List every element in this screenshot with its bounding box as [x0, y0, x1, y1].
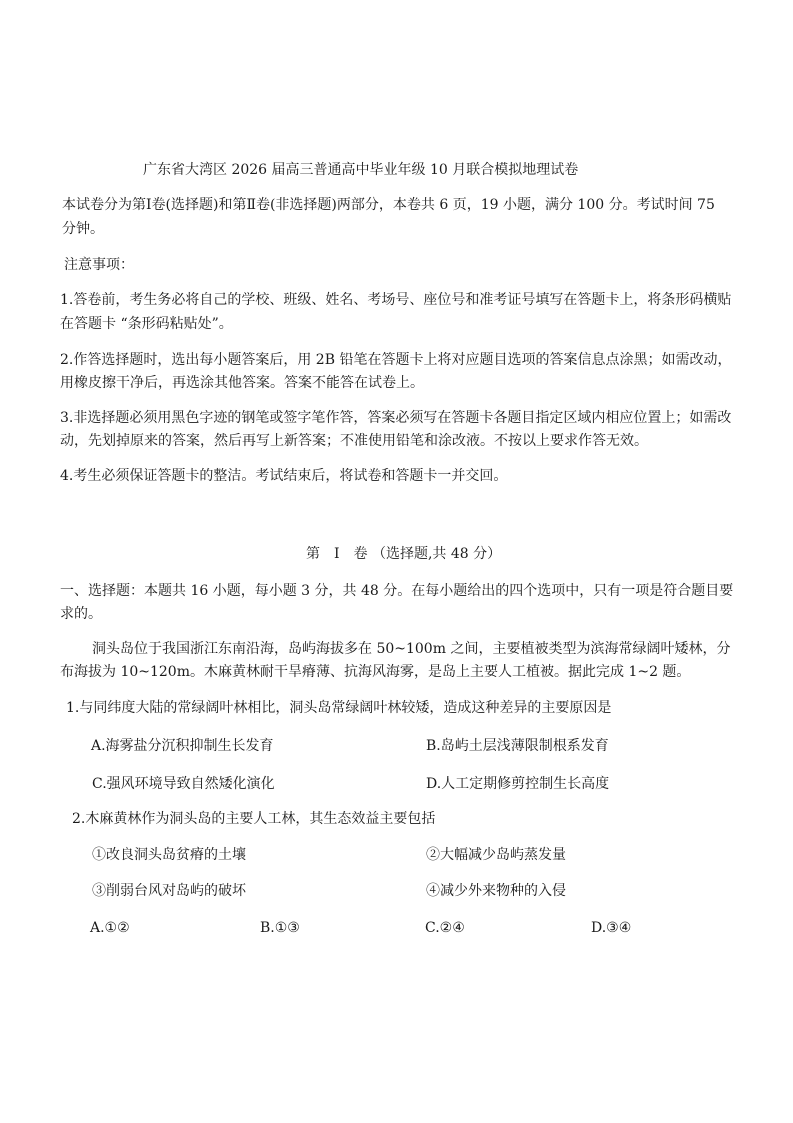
notice-item-2-line-2: 用橡皮擦干净后，再选涂其他答案。答案不能答在试卷上。: [60, 375, 424, 391]
notice-item-1-line-2: 在答题卡 “条形码粘贴处”。: [60, 316, 233, 332]
intro-line-2: 分钟。: [62, 221, 104, 237]
section-title: 第 Ⅰ 卷 （选择题,共 48 分）: [306, 546, 502, 562]
notice-heading: 注意事项：: [64, 257, 134, 273]
notice-item-2-line-1: 2.作答选择题时，选出每小题答案后，用 2B 铅笔在答题卡上将对应题目选项的答案信息点涂黑；如需改动，: [60, 352, 732, 368]
question-2-stem: 2.木麻黄林作为洞头岛的主要人工林，其生态效益主要包括: [72, 811, 436, 827]
question-1-stem: 1.与同纬度大陆的常绿阔叶林相比，洞头岛常绿阔叶林较矮，造成这种差异的主要原因是: [66, 700, 612, 716]
question-1-option-a: A.海雾盐分沉积抑制生长发育: [91, 738, 274, 754]
section-instruction-line-2: 求的。: [60, 606, 102, 622]
notice-item-4: 4.考生必须保证答题卡的整洁。考试结束后，将试卷和答题卡一并交回。: [60, 468, 508, 484]
question-2-statement-1: ①改良洞头岛贫瘠的土壤: [92, 847, 246, 863]
notice-item-1-line-1: 1.答卷前，考生务必将自己的学校、班级、姓名、考场号、座位号和准考证号填写在答题卡上，将条形码横贴: [60, 292, 732, 308]
question-2-option-a: A.①②: [90, 920, 130, 936]
question-2-option-d: D.③④: [591, 920, 632, 936]
intro-line-1: 本试卷分为第Ⅰ卷(选择题)和第Ⅱ卷(非选择题)两部分，本卷共 6 页，19 小题，满分 100 分。考试时间 75: [62, 197, 715, 213]
question-2-option-b: B.①③: [260, 920, 300, 936]
question-2-statement-4: ④减少外来物种的入侵: [426, 883, 566, 899]
passage-line-1: 洞头岛位于我国浙江东南沿海，岛屿海拔多在 50~100m 之间，主要植被类型为滨海常绿阔叶矮林，分: [92, 641, 731, 657]
question-1-option-b: B.岛屿土层浅薄限制根系发育: [426, 738, 609, 754]
question-1-option-d: D.人工定期修剪控制生长高度: [426, 776, 610, 792]
notice-item-3-line-2: 动，先划掉原来的答案，然后再写上新答案；不准使用铅笔和涂改液。不按以上要求作答无效。: [60, 433, 648, 449]
question-2-statement-3: ③削弱台风对岛屿的破坏: [92, 883, 246, 899]
question-1-option-c: C.强风环境导致自然矮化演化: [92, 776, 275, 792]
exam-title: 广东省大湾区 2026 届高三普通高中毕业年级 10 月联合模拟地理试卷: [143, 162, 579, 178]
question-2-statement-2: ②大幅减少岛屿蒸发量: [426, 847, 566, 863]
passage-line-2: 布海拔为 10~120m。木麻黄林耐干旱瘠薄、抗海风海雾，是岛上主要人工植被。据此完成 1~2 题。: [60, 664, 691, 680]
notice-item-3-line-1: 3.非选择题必须用黑色字迹的钢笔或签字笔作答，答案必须写在答题卡各题目指定区域内相应位置上；如需改: [60, 410, 732, 426]
question-2-option-c: C.②④: [425, 920, 465, 936]
section-instruction-line-1: 一、选择题：本题共 16 小题，每小题 3 分，共 48 分。在每小题给出的四个选项中，只有一项是符合题目要: [60, 583, 734, 599]
